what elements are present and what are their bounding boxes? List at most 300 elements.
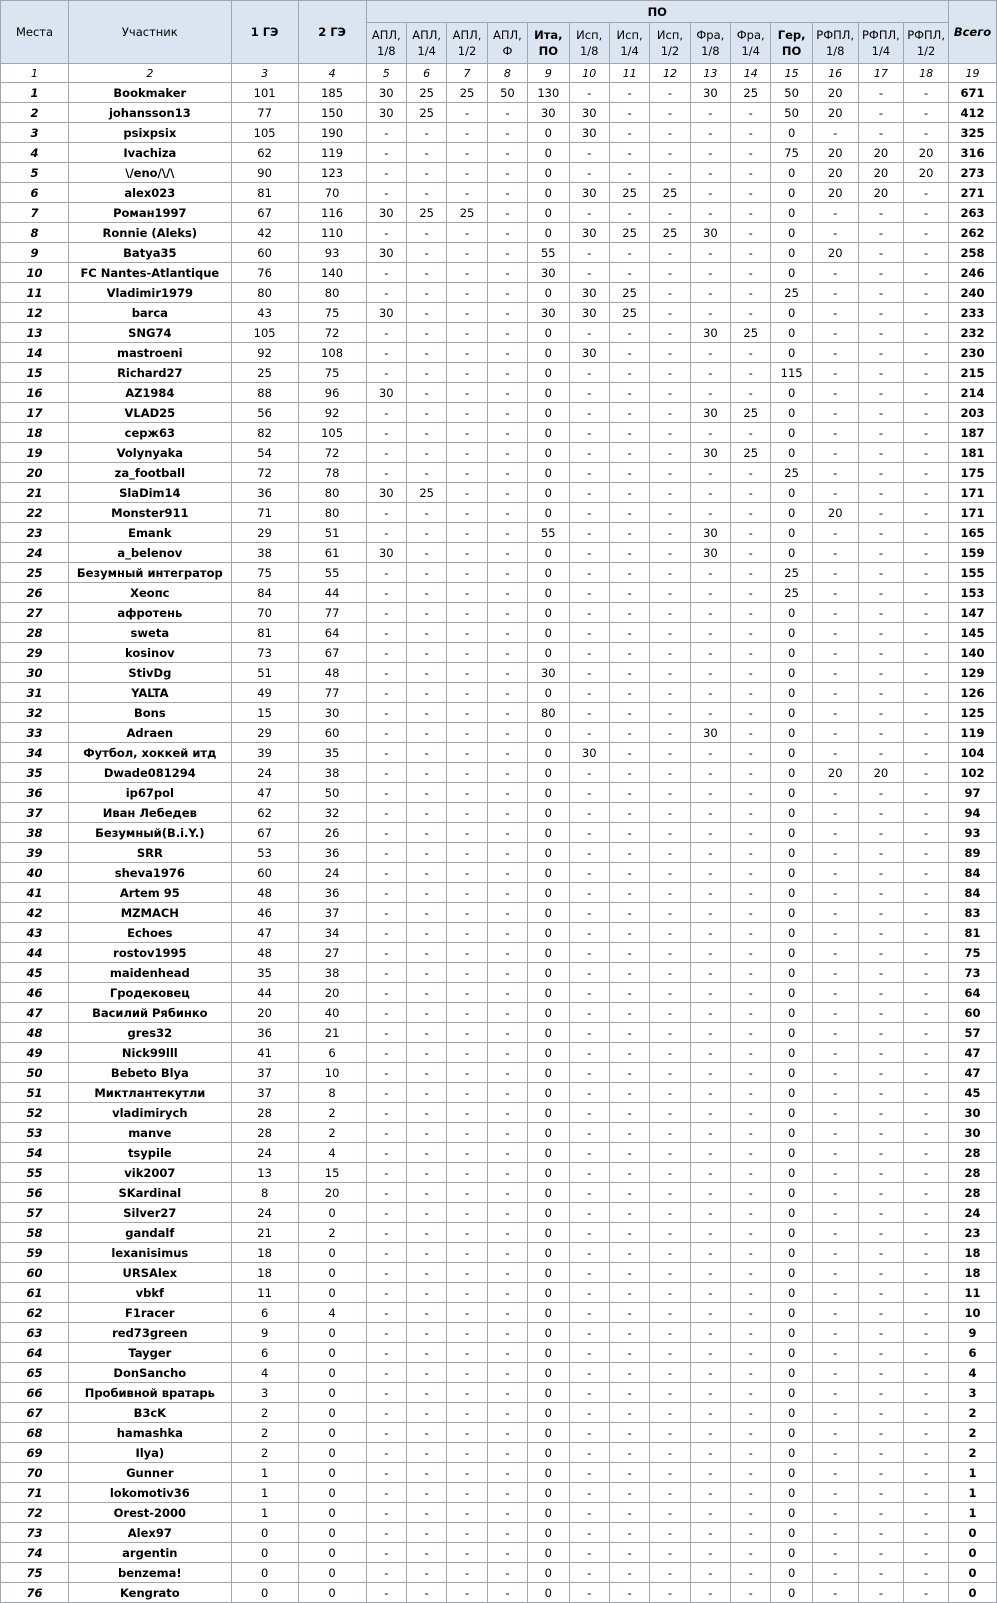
participant-cell: Bebeto Blya [69,1063,232,1083]
score-cell: - [812,683,858,703]
score-cell: - [858,823,904,843]
score-cell: - [406,283,446,303]
total-cell: 18 [948,1243,996,1263]
score-cell: - [904,1343,949,1363]
score-cell: - [569,263,609,283]
score-cell: 36 [298,843,366,863]
score-cell: - [690,743,730,763]
score-cell: - [406,1563,446,1583]
score-cell: - [366,783,406,803]
total-cell: 30 [948,1123,996,1143]
score-cell: - [447,1523,487,1543]
score-cell: - [904,1223,949,1243]
score-cell: 0 [771,703,812,723]
place-cell: 8 [1,223,69,243]
score-cell: 0 [528,1483,569,1503]
score-cell: 0 [771,1483,812,1503]
table-row [1,1243,997,1263]
score-cell: - [904,1443,949,1463]
score-cell: - [447,983,487,1003]
score-cell: - [858,883,904,903]
table-row [1,1583,997,1603]
score-cell: - [812,663,858,683]
score-cell: 0 [528,383,569,403]
score-cell: - [569,1343,609,1363]
score-cell: 50 [771,83,812,103]
table-header [1,1,997,83]
score-cell: - [650,1003,690,1023]
score-cell: 0 [528,1343,569,1363]
score-cell: - [650,683,690,703]
score-cell: - [650,1263,690,1283]
score-cell: - [487,823,527,843]
score-cell: - [487,1283,527,1303]
score-cell: - [406,763,446,783]
score-cell: - [812,1263,858,1283]
score-cell: - [690,603,730,623]
participant-cell: Richard27 [69,363,232,383]
score-cell: 56 [231,403,298,423]
score-cell: - [812,803,858,823]
score-cell: - [858,1203,904,1223]
score-cell: - [447,903,487,923]
place-cell: 46 [1,983,69,1003]
score-cell: - [609,763,649,783]
total-cell: 9 [948,1323,996,1343]
score-cell: - [858,583,904,603]
column-index: 13 [690,64,730,83]
score-cell: - [406,543,446,563]
score-cell: - [447,883,487,903]
score-cell: - [650,863,690,883]
score-cell: - [731,843,771,863]
score-cell: - [569,1043,609,1063]
score-cell: 48 [298,663,366,683]
score-cell: 30 [690,83,730,103]
score-cell: - [406,1423,446,1443]
table-row [1,1443,997,1463]
score-cell: - [447,863,487,883]
score-cell: - [650,463,690,483]
score-cell: 0 [528,1283,569,1303]
score-cell: - [487,543,527,563]
score-cell: 25 [771,563,812,583]
score-cell: 15 [298,1163,366,1183]
score-cell: - [812,603,858,623]
score-cell: - [858,1063,904,1083]
score-cell: 25 [609,183,649,203]
total-cell: 412 [948,103,996,123]
place-cell: 18 [1,423,69,443]
place-cell: 57 [1,1203,69,1223]
score-cell: - [447,1283,487,1303]
score-cell: - [690,463,730,483]
score-cell: 76 [231,263,298,283]
score-cell: 0 [528,143,569,163]
score-cell: - [690,1203,730,1223]
participant-cell: lokomotiv36 [69,1483,232,1503]
table-row [1,1323,997,1343]
total-cell: 3 [948,1383,996,1403]
score-cell: - [487,923,527,943]
score-cell: - [731,183,771,203]
column-index: 5 [366,64,406,83]
subcolumn-league: АПЛ, [371,28,401,42]
score-cell: - [366,1203,406,1223]
subcolumn-league: РФПЛ, [816,28,855,42]
participant-cell: URSAlex [69,1263,232,1283]
table-row [1,1103,997,1123]
score-cell: 30 [690,443,730,463]
score-cell: - [406,1203,446,1223]
score-cell: - [406,183,446,203]
score-cell: - [487,1183,527,1203]
score-cell: - [904,223,949,243]
score-cell: - [690,843,730,863]
score-cell: - [487,1483,527,1503]
score-cell: - [366,1523,406,1543]
score-cell: - [569,923,609,943]
subcolumn-round: 1/8 [825,44,845,58]
score-cell: 105 [231,323,298,343]
score-cell: - [650,503,690,523]
score-cell: 0 [771,123,812,143]
participant-cell: Иван Лебедев [69,803,232,823]
score-cell: 0 [528,1223,569,1243]
score-cell: 0 [771,903,812,923]
score-cell: - [609,703,649,723]
score-cell: - [487,1583,527,1603]
place-cell: 73 [1,1523,69,1543]
score-cell: - [487,1543,527,1563]
score-cell: 0 [528,1443,569,1463]
score-cell: - [569,763,609,783]
score-cell: - [904,743,949,763]
score-cell: - [650,1183,690,1203]
score-cell: - [366,1163,406,1183]
score-cell: 73 [231,643,298,663]
score-cell: - [366,1483,406,1503]
score-cell: - [609,583,649,603]
score-cell: - [569,203,609,223]
score-cell: - [650,1483,690,1503]
score-cell: - [487,1123,527,1143]
place-cell: 10 [1,263,69,283]
score-cell: - [690,983,730,1003]
score-cell: - [650,623,690,643]
score-cell: 21 [298,1023,366,1043]
total-cell: 23 [948,1223,996,1243]
participant-cell: Monster911 [69,503,232,523]
score-cell: 46 [231,903,298,923]
score-cell: - [406,1083,446,1103]
score-cell: - [731,483,771,503]
table-row [1,943,997,963]
score-cell: - [904,1023,949,1043]
header-places: Места [1,1,69,64]
score-cell: - [858,323,904,343]
score-cell: - [690,503,730,523]
total-cell: 75 [948,943,996,963]
score-cell: - [569,1523,609,1543]
score-cell: - [690,1163,730,1183]
score-cell: - [366,903,406,923]
participant-cell: FC Nantes-Atlantique [69,263,232,283]
score-cell: - [858,643,904,663]
score-cell: - [858,483,904,503]
header-subcolumn [858,23,904,64]
score-cell: - [650,923,690,943]
place-cell: 22 [1,503,69,523]
score-cell: - [812,1383,858,1403]
score-cell: - [569,1423,609,1443]
score-cell: - [690,1063,730,1083]
score-cell: 0 [528,863,569,883]
score-cell: - [406,243,446,263]
subcolumn-league: АПЛ, [412,28,442,42]
table-row [1,323,997,343]
score-cell: - [858,1423,904,1443]
score-cell: - [812,1003,858,1023]
score-cell: - [447,403,487,423]
score-cell: - [858,103,904,123]
place-cell: 17 [1,403,69,423]
total-cell: 47 [948,1063,996,1083]
total-cell: 145 [948,623,996,643]
score-cell: - [406,323,446,343]
score-cell: 20 [858,763,904,783]
score-cell: 0 [528,1083,569,1103]
score-cell: - [650,563,690,583]
header-total: Всего [948,1,996,64]
score-cell: - [858,1083,904,1103]
score-cell: - [858,123,904,143]
place-cell: 50 [1,1063,69,1083]
score-cell: 50 [298,783,366,803]
score-cell: 0 [771,983,812,1003]
score-cell: - [487,163,527,183]
place-cell: 40 [1,863,69,883]
score-cell: 0 [771,1283,812,1303]
table-row [1,163,997,183]
score-cell: 30 [569,303,609,323]
total-cell: 258 [948,243,996,263]
score-cell: - [487,1423,527,1443]
score-cell: 62 [231,803,298,823]
subcolumn-round: ПО [538,44,559,58]
score-cell: 30 [690,523,730,543]
participant-cell: Nick99lll [69,1043,232,1063]
subcolumn-league: Фра, [696,28,725,42]
score-cell: - [609,263,649,283]
column-index: 7 [447,64,487,83]
place-cell: 75 [1,1563,69,1583]
score-cell: 25 [731,83,771,103]
score-cell: 30 [569,223,609,243]
score-cell: - [731,203,771,223]
score-cell: 0 [771,803,812,823]
score-cell: - [812,543,858,563]
score-cell: - [904,1363,949,1383]
score-cell: 44 [298,583,366,603]
score-cell: 92 [298,403,366,423]
score-cell: - [731,1583,771,1603]
score-cell: 0 [528,323,569,343]
score-cell: 60 [298,723,366,743]
score-cell: 0 [298,1403,366,1423]
score-cell: 60 [231,243,298,263]
total-cell: 671 [948,83,996,103]
score-cell: 67 [231,823,298,843]
score-cell: 30 [569,123,609,143]
table-row [1,343,997,363]
score-cell: 20 [812,103,858,123]
score-cell: - [609,963,649,983]
score-cell: 70 [298,183,366,203]
subcolumn-round: 1/8 [377,44,396,58]
score-cell: - [812,843,858,863]
score-cell: - [447,1103,487,1123]
score-cell: 20 [858,163,904,183]
score-cell: - [487,903,527,923]
total-cell: 214 [948,383,996,403]
score-cell: 2 [231,1423,298,1443]
score-cell: - [690,483,730,503]
score-cell: - [650,1243,690,1263]
score-cell: - [650,1203,690,1223]
score-cell: - [858,423,904,443]
score-cell: - [487,263,527,283]
score-cell: 0 [298,1203,366,1223]
score-cell: - [406,263,446,283]
score-cell: - [812,1063,858,1083]
table-row [1,923,997,943]
score-cell: - [690,563,730,583]
score-cell: 0 [298,1583,366,1603]
score-cell: - [858,603,904,623]
score-cell: 0 [528,443,569,463]
score-cell: - [569,83,609,103]
score-cell: - [731,1023,771,1043]
score-cell: - [812,1043,858,1063]
score-cell: - [812,1203,858,1223]
score-cell: 8 [298,1083,366,1103]
score-cell: 0 [771,1523,812,1543]
score-cell: - [366,1243,406,1263]
score-cell: - [690,903,730,923]
score-cell: - [366,223,406,243]
score-cell: - [447,383,487,403]
score-cell: - [487,1363,527,1383]
score-cell: - [812,983,858,1003]
score-cell: - [406,503,446,523]
total-cell: 147 [948,603,996,623]
total-cell: 233 [948,303,996,323]
total-cell: 119 [948,723,996,743]
score-cell: - [858,1283,904,1303]
score-cell: 50 [487,83,527,103]
score-cell: 0 [771,403,812,423]
score-cell: 0 [528,1183,569,1203]
participant-cell: Гродековец [69,983,232,1003]
score-cell: - [690,1183,730,1203]
place-cell: 30 [1,663,69,683]
score-cell: 30 [569,743,609,763]
participant-cell: YALTA [69,683,232,703]
score-cell: - [904,783,949,803]
score-cell: - [812,263,858,283]
column-index: 9 [528,64,569,83]
score-cell: 60 [231,863,298,883]
score-cell: 0 [771,943,812,963]
score-cell: 43 [231,303,298,323]
place-cell: 42 [1,903,69,923]
score-cell: - [447,483,487,503]
score-cell: - [650,203,690,223]
score-cell: - [569,323,609,343]
score-cell: - [812,903,858,923]
place-cell: 70 [1,1463,69,1483]
score-cell: - [569,383,609,403]
header-subcolumn [569,23,609,64]
score-cell: - [366,1223,406,1243]
score-cell: - [406,663,446,683]
score-cell: - [904,1083,949,1103]
place-cell: 34 [1,743,69,763]
score-cell: - [447,1583,487,1603]
score-cell: - [609,863,649,883]
score-cell: - [487,983,527,1003]
participant-cell: SRR [69,843,232,863]
score-cell: 90 [231,163,298,183]
participant-cell: Роман1997 [69,203,232,223]
score-cell: 0 [528,603,569,623]
score-cell: 30 [366,103,406,123]
score-cell: 108 [298,343,366,363]
score-cell: - [447,123,487,143]
score-cell: 2 [231,1403,298,1423]
score-cell: - [406,943,446,963]
score-cell: - [731,1423,771,1443]
score-cell: - [650,163,690,183]
score-cell: - [650,523,690,543]
score-cell: 36 [231,483,298,503]
score-cell: 80 [231,283,298,303]
score-cell: 0 [528,503,569,523]
score-cell: - [690,203,730,223]
total-cell: 187 [948,423,996,443]
score-cell: 25 [609,283,649,303]
score-cell: 88 [231,383,298,403]
score-cell: - [731,603,771,623]
score-cell: - [650,1223,690,1243]
score-cell: 72 [298,443,366,463]
score-cell: - [904,303,949,323]
table-row [1,843,997,863]
total-cell: 30 [948,1103,996,1123]
score-cell: 0 [528,1543,569,1563]
score-cell: - [731,1183,771,1203]
place-cell: 51 [1,1083,69,1103]
score-cell: - [366,883,406,903]
score-cell: - [858,1223,904,1243]
place-cell: 64 [1,1343,69,1363]
score-cell: - [366,283,406,303]
score-cell: - [904,763,949,783]
score-cell: - [904,983,949,1003]
score-cell: - [650,803,690,823]
score-cell: 0 [771,523,812,543]
